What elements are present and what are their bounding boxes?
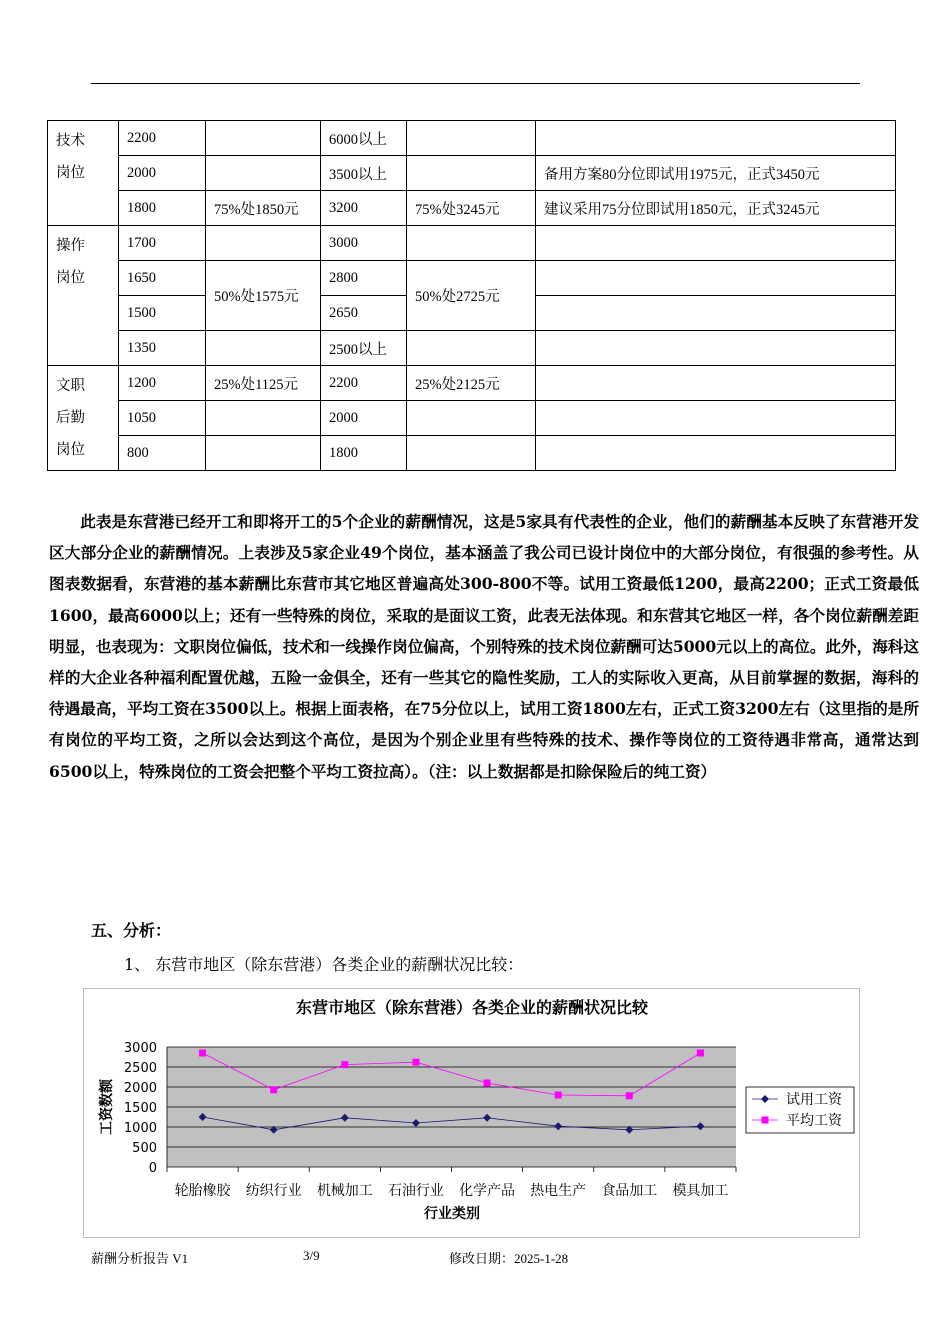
table-cell: 1650 bbox=[119, 261, 206, 296]
table-cell: 25%处2125元 bbox=[407, 366, 536, 401]
table-cell: 2650 bbox=[321, 296, 407, 331]
table-cell bbox=[206, 226, 321, 261]
category-cell bbox=[48, 226, 119, 366]
y-axis-title: 工资数额 bbox=[99, 1079, 115, 1135]
footer-date: 修改日期：2025-1-28 bbox=[449, 1251, 569, 1266]
table-cell: 2000 bbox=[119, 156, 206, 191]
table-cell bbox=[206, 331, 321, 366]
table-row bbox=[48, 436, 896, 471]
y-tick-label: 0 bbox=[148, 1161, 157, 1176]
table-row bbox=[48, 331, 896, 366]
data-point bbox=[199, 1050, 206, 1057]
salary-table bbox=[47, 120, 896, 471]
table-row bbox=[48, 401, 896, 436]
table-cell: 2200 bbox=[119, 121, 206, 156]
paragraph-text: 此表是东营港已经开工和即将开工的5个企业的薪酬情况，这是5家具有代表性的企业，他们的薪酬基本反映了东营港开发区大部分企业的薪酬情况。上表涉及5家企业49个岗位，基本涵盖了我公司已设计岗位中的大部分岗位，有很强的参考性。从图表数据看，东营港的基本薪酬比东营市其它地区普遍高处300-800不等。试用工资最低1200，最高2200；正式工资最低1600，最高6000以上；还有一些特殊的岗位，采取的是面议工资，此表无法体现。和东营其它地区一样，各个岗位薪酬差距明显，也表现为：文职岗位偏低，技术和一线操作岗位偏高，个别特殊的技术岗位薪酬可达5000元以上的高位。此外，海科这样的大企业各种福利配置优越，五险一金俱全，还有一些其它的隐性奖励，工人的实际收入更高，从目前掌握的数据，海科的待遇最高，平均工资在3500以上。根据上面表格，在75分位以上，试用工资1800左右，正式工资3200左右（这里指的是所有岗位的平均工资，之所以会达到这个高位，是因为个别企业里有些特殊的技术、操作等岗位的工资待遇非常高，通常达到6500以上，特殊岗位的工资会把整个平均工资拉高）。（注：以上数据都是扣除保险后的纯工资） bbox=[49, 512, 919, 781]
x-tick-label: 食品加工 bbox=[601, 1183, 658, 1199]
x-axis-title: 行业类别 bbox=[424, 1206, 480, 1222]
category-label: 后勤 bbox=[56, 410, 85, 426]
analysis-paragraph bbox=[49, 506, 919, 787]
y-tick-label: 1000 bbox=[123, 1121, 157, 1136]
header-rule bbox=[91, 83, 860, 84]
data-point bbox=[412, 1059, 419, 1066]
table-cell: 2800 bbox=[321, 261, 407, 296]
table-cell bbox=[536, 401, 896, 436]
table-cell: 75%处1850元 bbox=[206, 191, 321, 226]
x-tick-label: 纺织行业 bbox=[245, 1183, 302, 1199]
table-cell: 备用方案80分位即试用1975元，正式3450元 bbox=[536, 156, 896, 191]
x-tick-label: 热电生产 bbox=[530, 1183, 587, 1199]
x-tick-label: 模具加工 bbox=[672, 1183, 729, 1199]
table-cell bbox=[407, 331, 536, 366]
x-tick-label: 轮胎橡胶 bbox=[174, 1183, 231, 1199]
category-cell bbox=[48, 121, 119, 226]
table-cell: 1700 bbox=[119, 226, 206, 261]
table-cell bbox=[536, 226, 896, 261]
category-label: 岗位 bbox=[56, 442, 85, 458]
footer-doc: 薪酬分析报告 V1 bbox=[91, 1251, 189, 1266]
y-tick-label: 2500 bbox=[123, 1061, 157, 1076]
table-cell bbox=[536, 331, 896, 366]
data-point bbox=[555, 1092, 562, 1099]
table-cell: 6000以上 bbox=[321, 121, 407, 156]
table-cell bbox=[536, 296, 896, 331]
section-subheading: 1、 东营市地区（除东营港）各类企业的薪酬状况比较： bbox=[124, 955, 524, 974]
table-cell bbox=[407, 156, 536, 191]
data-point bbox=[341, 1061, 348, 1068]
salary-chart bbox=[83, 988, 860, 1238]
data-point bbox=[697, 1050, 704, 1057]
table-cell bbox=[206, 436, 321, 471]
x-tick-label: 化学产品 bbox=[459, 1183, 516, 1199]
table-cell: 1050 bbox=[119, 401, 206, 436]
category-label: 技术 bbox=[56, 133, 85, 149]
table-cell: 800 bbox=[119, 436, 206, 471]
legend-marker bbox=[762, 1117, 769, 1124]
category-label: 岗位 bbox=[56, 270, 85, 286]
table-cell: 25%处1125元 bbox=[206, 366, 321, 401]
chart-svg bbox=[84, 989, 859, 1237]
data-point bbox=[626, 1092, 633, 1099]
table-cell bbox=[407, 121, 536, 156]
table-cell: 2500以上 bbox=[321, 331, 407, 366]
data-point bbox=[484, 1080, 491, 1087]
table-cell bbox=[407, 436, 536, 471]
table-cell bbox=[407, 401, 536, 436]
y-tick-label: 1500 bbox=[123, 1101, 157, 1116]
table-cell: 1800 bbox=[119, 191, 206, 226]
table-cell: 75%处3245元 bbox=[407, 191, 536, 226]
table-cell: 3500以上 bbox=[321, 156, 407, 191]
category-cell bbox=[48, 366, 119, 471]
y-tick-label: 3000 bbox=[123, 1041, 157, 1056]
category-label: 文职 bbox=[56, 378, 85, 394]
table-cell bbox=[536, 121, 896, 156]
data-point bbox=[270, 1086, 277, 1093]
table-cell: 1350 bbox=[119, 331, 206, 366]
table-row bbox=[48, 261, 896, 296]
table-cell bbox=[206, 156, 321, 191]
table-cell: 3200 bbox=[321, 191, 407, 226]
legend-label: 平均工资 bbox=[786, 1113, 842, 1129]
table-cell bbox=[206, 401, 321, 436]
table-cell bbox=[407, 226, 536, 261]
table-row bbox=[48, 226, 896, 261]
table-row bbox=[48, 156, 896, 191]
x-tick-label: 石油行业 bbox=[387, 1183, 444, 1199]
table-row bbox=[48, 366, 896, 401]
table-cell bbox=[206, 121, 321, 156]
section-heading: 五、分析： bbox=[91, 921, 172, 940]
table-cell: 2000 bbox=[321, 401, 407, 436]
category-label: 岗位 bbox=[56, 165, 85, 181]
x-tick-label: 机械加工 bbox=[316, 1183, 373, 1199]
table-cell: 1800 bbox=[321, 436, 407, 471]
table-cell: 2200 bbox=[321, 366, 407, 401]
footer-page: 3/9 bbox=[303, 1248, 320, 1263]
table-row bbox=[48, 121, 896, 156]
category-label: 操作 bbox=[56, 238, 85, 254]
table-cell: 1200 bbox=[119, 366, 206, 401]
table-cell bbox=[536, 436, 896, 471]
y-tick-label: 500 bbox=[132, 1141, 157, 1156]
table-row bbox=[48, 191, 896, 226]
table-cell: 3000 bbox=[321, 226, 407, 261]
chart-title: 东营市地区（除东营港）各类企业的薪酬状况比较 bbox=[295, 998, 649, 1017]
table-cell: 建议采用75分位即试用1850元，正式3245元 bbox=[536, 191, 896, 226]
table-cell: 50%处2725元 bbox=[407, 261, 536, 331]
table-cell: 1500 bbox=[119, 296, 206, 331]
legend-label: 试用工资 bbox=[786, 1092, 842, 1108]
table-cell: 50%处1575元 bbox=[206, 261, 321, 331]
y-tick-label: 2000 bbox=[123, 1081, 157, 1096]
table-cell bbox=[536, 261, 896, 296]
table-cell bbox=[536, 366, 896, 401]
